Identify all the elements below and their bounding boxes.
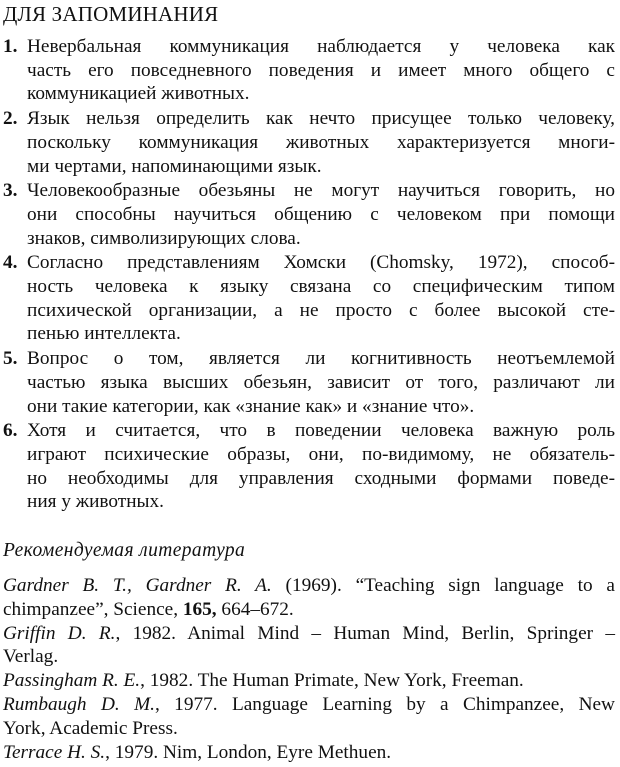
item-number: 1. bbox=[3, 36, 18, 57]
item-line: Невербальная коммуникация наблюдается у человека как bbox=[27, 36, 615, 57]
summary-list bbox=[3, 35, 615, 515]
reference-item bbox=[3, 741, 615, 765]
reference-text: , 1977. Language Learning by a Chimpanzee, New bbox=[154, 694, 615, 716]
reference-item bbox=[3, 622, 615, 669]
item-line: поскольку коммуникация животных характеризуется многи- bbox=[27, 131, 615, 153]
item-line: но необходимы для управления сходными формами поведе- bbox=[27, 467, 615, 489]
item-line: коммуникацией животных. bbox=[27, 83, 250, 105]
summary-item bbox=[3, 107, 615, 178]
reference-text: (1969). “Teaching sign language to a bbox=[271, 575, 615, 596]
item-number: 2. bbox=[3, 108, 18, 130]
reference-text: , 1982. The Human Primate, New York, Freeman. bbox=[140, 670, 524, 692]
reference-list bbox=[3, 574, 615, 765]
item-line: ность человека к языку связана со специфическим типом bbox=[27, 276, 615, 298]
reference-line bbox=[3, 598, 615, 622]
item-line: они способны научиться общению с человеком при помощи bbox=[27, 203, 615, 225]
reference-text: chimpanzee”, Science, bbox=[3, 598, 183, 620]
literature-heading: Рекомендуемая литература bbox=[3, 540, 246, 561]
item-number: 3. bbox=[3, 180, 18, 202]
reference-text: 664–672. bbox=[216, 598, 294, 620]
reference-line bbox=[3, 574, 615, 598]
item-line: частью языка высших обезьян, зависит от того, различают ли bbox=[27, 371, 615, 393]
item-line: ния у животных. bbox=[27, 491, 164, 513]
summary-item bbox=[3, 251, 615, 346]
reference-line: Verlag. bbox=[3, 646, 59, 668]
summary-item bbox=[3, 35, 615, 106]
item-line: Согласно представлениям Хомски (Chomsky, 1972), способ- bbox=[27, 252, 615, 274]
item-line: Язык нельзя определить как нечто присущее только человеку, bbox=[27, 108, 615, 130]
reference-text: , 1979. Nim, London, Eyre Methuen. bbox=[105, 741, 392, 763]
item-line: знаков, символизирующих слова. bbox=[27, 227, 301, 249]
item-line: часть его повседневного поведения и имеет много общего с bbox=[27, 59, 615, 81]
item-line: они такие категории, как «знание как» и «знание что». bbox=[27, 395, 475, 417]
reference-authors: Terrace H. S. bbox=[3, 741, 106, 763]
summary-item bbox=[3, 347, 615, 418]
item-line: психической организации, а не просто с более высокой сте- bbox=[27, 299, 615, 321]
reference-item bbox=[3, 669, 615, 693]
item-line: Человекообразные обезьяны не могут научиться говорить, но bbox=[27, 180, 615, 202]
section-heading: ДЛЯ ЗАПОМИНАНИЯ bbox=[3, 2, 219, 26]
reference-authors: Passingham R. E. bbox=[3, 670, 141, 692]
reference-line bbox=[3, 622, 615, 646]
reference-line bbox=[3, 669, 615, 693]
item-line: ми чертами, напоминающими язык. bbox=[27, 155, 322, 177]
item-line: играют психические образы, они, по-видимому, не обязатель- bbox=[27, 443, 615, 465]
reference-item bbox=[3, 693, 615, 740]
reference-authors: Griffin D. R. bbox=[3, 622, 116, 644]
reference-line: York, Academic Press. bbox=[3, 717, 178, 739]
item-line: Хотя и считается, что в поведении человека важную роль bbox=[27, 420, 615, 442]
reference-line bbox=[3, 741, 615, 765]
item-number: 4. bbox=[3, 252, 18, 274]
reference-line bbox=[3, 693, 615, 717]
reference-authors: Rumbaugh D. M. bbox=[3, 694, 155, 716]
item-number: 6. bbox=[3, 420, 18, 442]
item-number: 5. bbox=[3, 348, 18, 370]
item-line: Вопрос о том, является ли когнитивность неотъемлемой bbox=[27, 348, 615, 370]
reference-text: , 1982. Animal Mind – Human Mind, Berlin, Springer – bbox=[115, 622, 615, 644]
reference-authors: Gardner B. T., Gardner R. A. bbox=[3, 575, 272, 596]
item-line: пенью интеллекта. bbox=[27, 323, 181, 345]
reference-item bbox=[3, 574, 615, 621]
reference-volume: 165, bbox=[182, 598, 217, 620]
summary-item bbox=[3, 419, 615, 514]
summary-item bbox=[3, 179, 615, 250]
